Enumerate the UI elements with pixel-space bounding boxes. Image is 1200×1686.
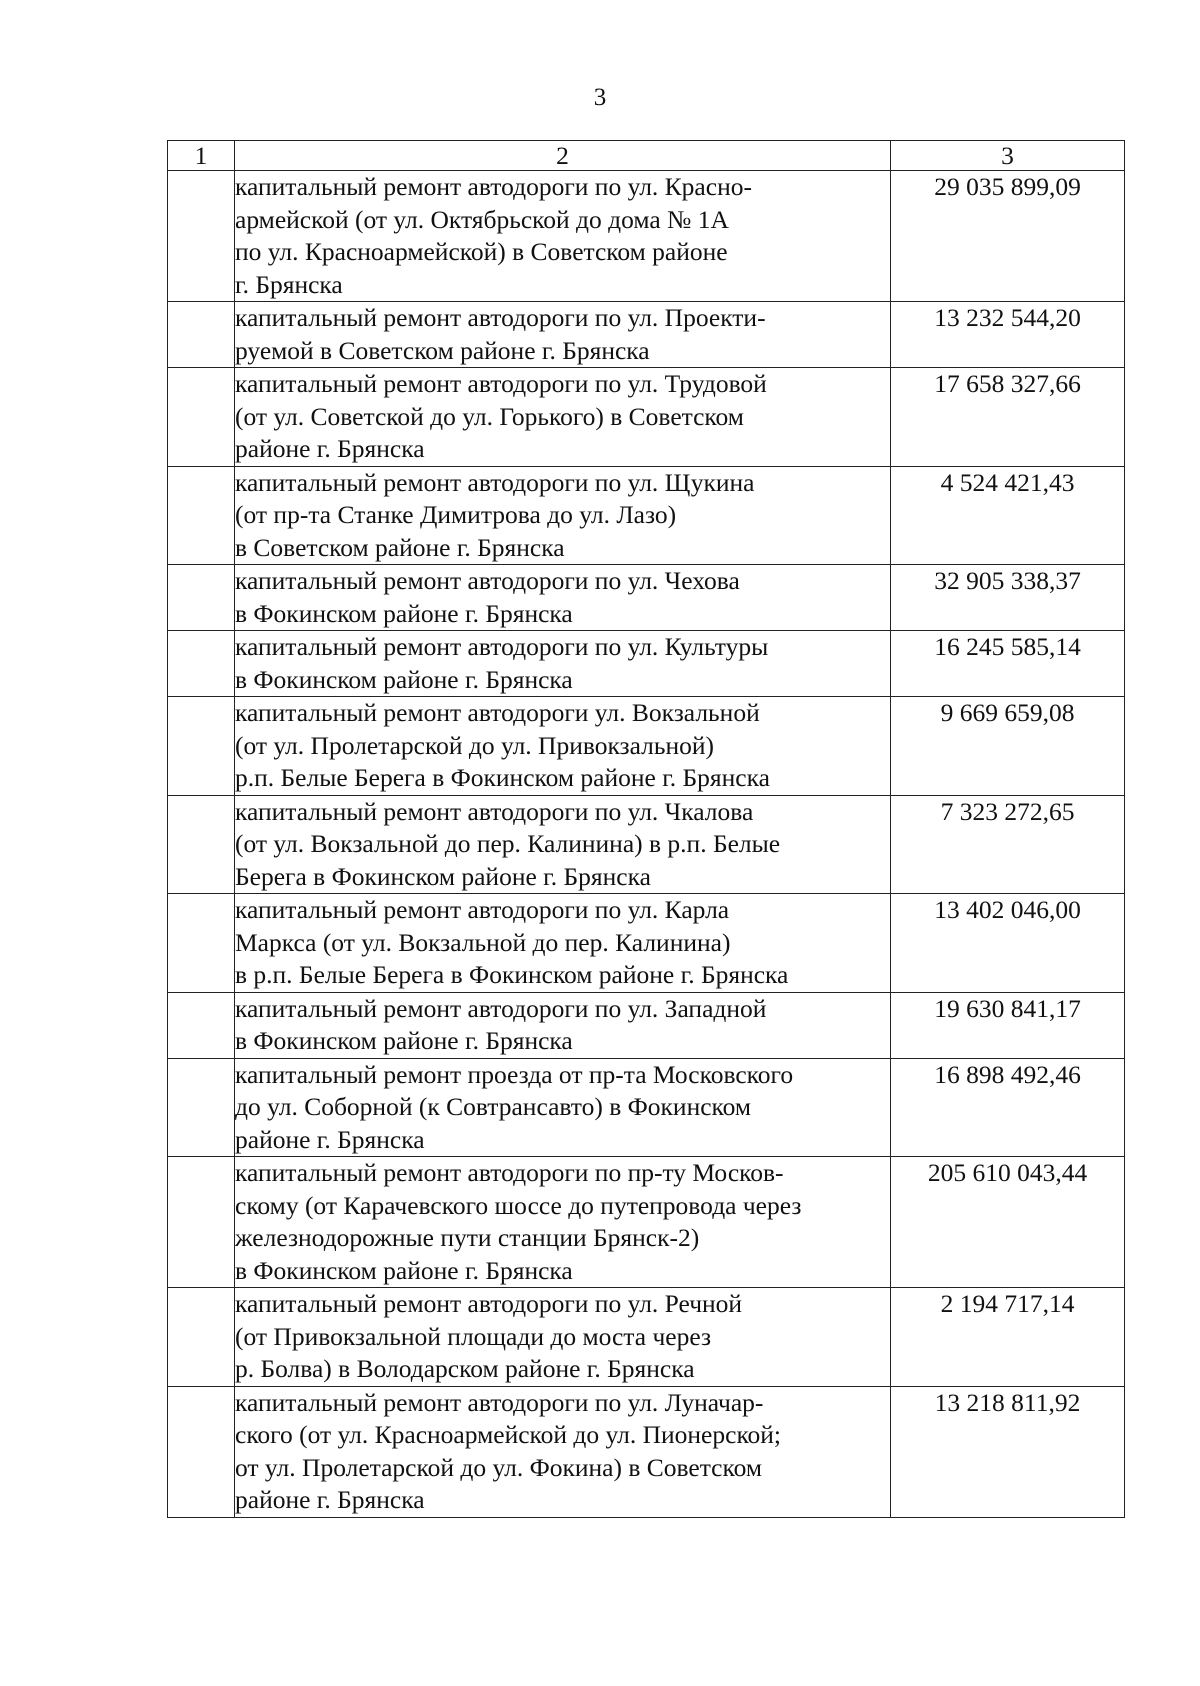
description-line: капитальный ремонт автодороги ул. Вокзальной [235,698,760,727]
description-line: Маркса (от ул. Вокзальной до пер. Калинина) [235,927,731,957]
amount-cell: 19 630 841,17 [891,992,1125,1058]
description-line: в р.п. Белые Берега в Фокинском районе г. Брянска [235,960,789,989]
description-line: в Фокинском районе г. Брянска [235,664,573,694]
description-line: капитальный ремонт автодороги по ул. Чехова [235,566,740,595]
row-number-cell [168,171,235,302]
row-number-cell [168,992,235,1058]
work-description-cell [235,565,891,631]
description-line: капитальный ремонт автодороги по ул. Карла [235,895,730,924]
description-line: (от ул. Вокзальной до пер. Калинина) в р.п. Белые [235,829,781,858]
work-description-cell [235,368,891,467]
table-row [168,1058,1125,1157]
work-description-cell [235,171,891,302]
amount-cell: 13 218 811,92 [891,1386,1125,1517]
work-description-cell [235,1386,891,1517]
description-line: районе г. Брянска [235,434,425,463]
amount-cell: 17 658 327,66 [891,368,1125,467]
table-row [168,1386,1125,1517]
table-row [168,466,1125,565]
column-header-2: 2 [235,141,891,171]
description-line: в Фокинском районе г. Брянска [235,1255,573,1285]
description-line: капитальный ремонт автодороги по ул. Луначар- [235,1387,764,1417]
row-number-cell [168,1058,235,1157]
description-line: до ул. Соборной (к Совтрансавто) в Фокинском [235,1092,752,1121]
description-line: капитальный ремонт автодороги по ул. Трудовой [235,369,767,398]
description-line: капитальный ремонт автодороги по ул. Культуры [235,632,769,661]
table-row [168,697,1125,796]
row-number-cell [168,1157,235,1288]
work-description-cell [235,894,891,993]
row-number-cell [168,1288,235,1387]
description-line: армейской (от ул. Октябрьской до дома № 1А [235,204,729,234]
work-description-cell [235,1288,891,1387]
work-description-cell [235,1058,891,1157]
table-row [168,894,1125,993]
work-description-cell [235,795,891,894]
description-line: р.п. Белые Берега в Фокинском районе г. Брянска [235,763,770,792]
work-description-cell [235,697,891,796]
amount-cell: 29 035 899,09 [891,171,1125,302]
description-line: районе г. Брянска [235,1124,425,1154]
description-line: районе г. Брянска [235,1485,425,1514]
work-description-cell [235,1157,891,1288]
description-line: по ул. Красноармейской) в Советском районе [235,237,728,266]
description-line: руемой в Советском районе г. Брянска [235,335,650,365]
description-line: капитальный ремонт проезда от пр-та Московского [235,1059,794,1089]
work-description-cell [235,466,891,565]
table-row [168,565,1125,631]
table-row [168,171,1125,302]
amount-cell: 13 232 544,20 [891,302,1125,368]
table-body [168,171,1125,1518]
amount-cell: 9 669 659,08 [891,697,1125,796]
description-line: капитальный ремонт автодороги по ул. Чкалова [235,796,754,826]
description-line: (от Привокзальной площади до моста через [235,1321,712,1351]
work-description-cell [235,992,891,1058]
column-header-1: 1 [168,141,235,171]
amount-cell: 7 323 272,65 [891,795,1125,894]
amount-cell: 32 905 338,37 [891,565,1125,631]
description-line: железнодорожные пути станции Брянск-2) [235,1223,700,1252]
row-number-cell [168,894,235,993]
table-row [168,631,1125,697]
column-header-3: 3 [891,141,1125,171]
description-line: г. Брянска [235,269,343,299]
description-line: капитальный ремонт автодороги по ул. Речной [235,1289,743,1318]
table-row [168,795,1125,894]
description-line: (от ул. Советской до ул. Горького) в Советском [235,401,744,431]
page-number: 3 [593,84,607,111]
description-line: от ул. Пролетарской до ул. Фокина) в Советском [235,1452,762,1482]
work-description-cell [235,631,891,697]
description-line: капитальный ремонт автодороги по ул. Щукина [235,467,755,497]
description-line: р. Болва) в Володарском районе г. Брянска [235,1354,695,1383]
amount-cell: 4 524 421,43 [891,466,1125,565]
description-line: в Фокинском районе г. Брянска [235,1026,573,1055]
row-number-cell [168,302,235,368]
description-line: капитальный ремонт автодороги по ул. Западной [235,993,767,1023]
description-line: (от пр-та Станке Димитрова до ул. Лазо) [235,500,677,529]
works-table [167,140,1125,1518]
amount-cell: 13 402 046,00 [891,894,1125,993]
amount-cell: 16 898 492,46 [891,1058,1125,1157]
table-row [168,1157,1125,1288]
table-row [168,302,1125,368]
row-number-cell [168,368,235,467]
row-number-cell [168,565,235,631]
description-line: ского (от ул. Красноармейской до ул. Пионерской; [235,1420,782,1449]
table-row [168,992,1125,1058]
description-line: Берега в Фокинском районе г. Брянска [235,861,651,891]
table-row [168,1288,1125,1387]
table-row [168,368,1125,467]
row-number-cell [168,631,235,697]
description-line: (от ул. Пролетарской до ул. Привокзальной) [235,730,715,760]
row-number-cell [168,1386,235,1517]
description-line: в Фокинском районе г. Брянска [235,598,573,628]
row-number-cell [168,795,235,894]
description-line: капитальный ремонт автодороги по ул. Проекти- [235,303,766,332]
description-line: скому (от Карачевского шоссе до путепровода через [235,1190,802,1220]
amount-cell: 2 194 717,14 [891,1288,1125,1387]
work-description-cell [235,302,891,368]
description-line: капитальный ремонт автодороги по ул. Красно- [235,172,752,201]
amount-cell: 16 245 585,14 [891,631,1125,697]
description-line: в Советском районе г. Брянска [235,532,565,562]
amount-cell: 205 610 043,44 [891,1157,1125,1288]
row-number-cell [168,697,235,796]
description-line: капитальный ремонт автодороги по пр-ту Москов- [235,1158,784,1187]
row-number-cell [168,466,235,565]
table-header-row [168,141,1125,171]
